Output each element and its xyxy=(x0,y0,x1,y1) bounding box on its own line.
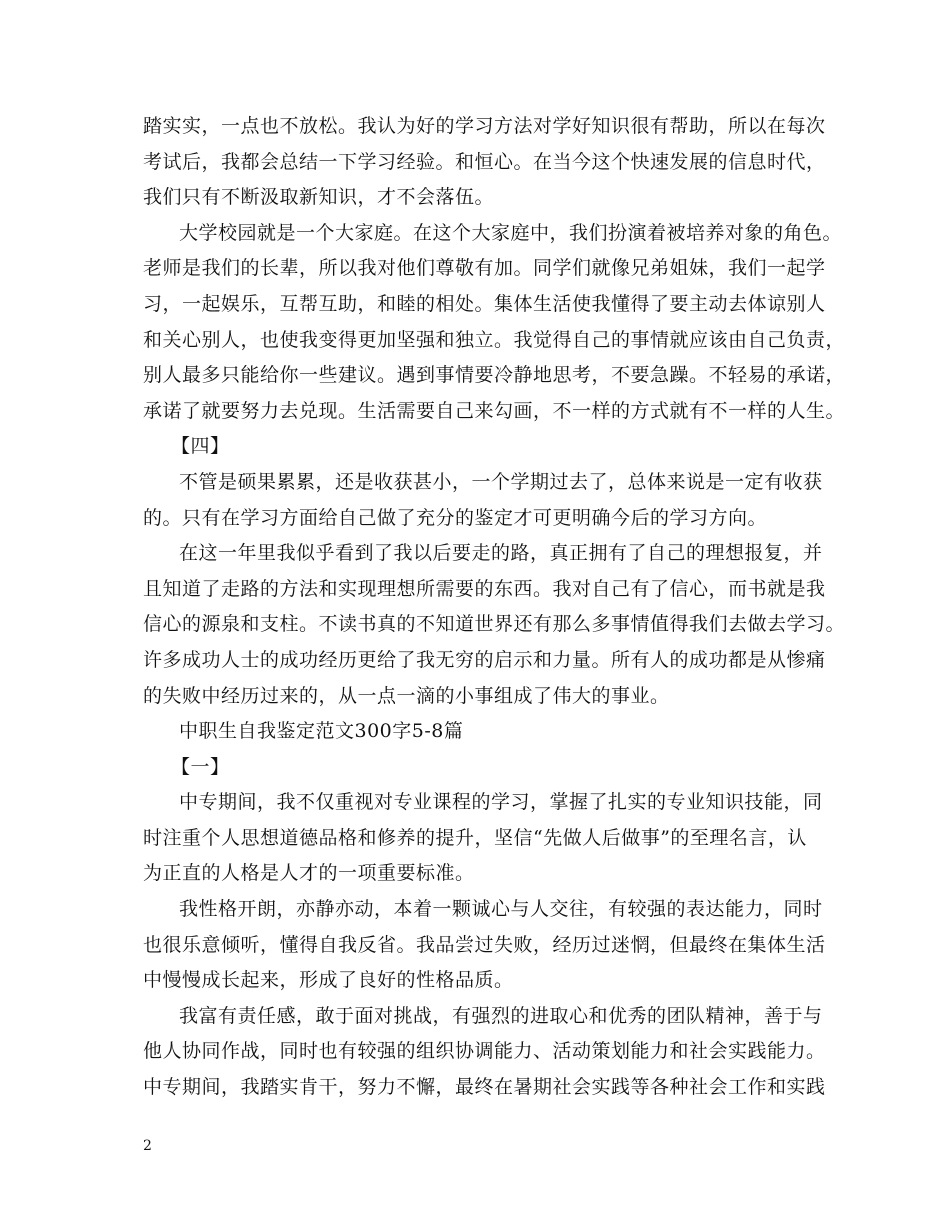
text-line-21: 时注重个人思想道德品格和修养的提升，坚信“先做人后做事”的至理名言，认 xyxy=(143,826,807,849)
text-line-15: 信心的源泉和支柱。不读书真的不知道世界还有那么多事情值得我们去做去学习。 xyxy=(143,613,846,636)
text-line-3: 我们只有不断汲取新知识，才不会落伍。 xyxy=(143,186,495,209)
text-line-11: 不管是硕果累累，还是收获甚小，一个学期过去了，总体来说是一定有收获 xyxy=(179,470,823,493)
text-line-4: 大学校园就是一个大家庭。在这个大家庭中，我们扮演着被培养对象的角色。 xyxy=(179,221,843,244)
text-line-9: 承诺了就要努力去兑现。生活需要自己来勾画，不一样的方式就有不一样的人生。 xyxy=(143,399,846,422)
text-line-14: 且知道了走路的方法和实现理想所需要的东西。我对自己有了信心，而书就是我 xyxy=(143,577,826,600)
text-line-25: 中慢慢成长起来，形成了良好的性格品质。 xyxy=(143,969,514,992)
text-line-8: 别人最多只能给你一些建议。遇到事情要冷静地思考，不要急躁。不轻易的承诺， xyxy=(143,364,846,387)
page-number: 2 xyxy=(143,1138,152,1154)
text-line-16: 许多成功人士的成功经历更给了我无穷的启示和力量。所有人的成功都是从惨痛 xyxy=(143,648,826,671)
text-line-20: 中专期间，我不仅重视对专业课程的学习，掌握了扎实的专业知识技能，同 xyxy=(179,791,823,814)
text-line-17: 的失败中经历过来的，从一点一滴的小事组成了伟大的事业。 xyxy=(143,684,670,707)
text-line-27: 他人协同作战，同时也有较强的组织协调能力、活动策划能力和社会实践能力。 xyxy=(143,1040,826,1063)
text-line-22: 为正直的人格是人才的一项重要标准。 xyxy=(143,862,475,885)
document-body xyxy=(143,109,846,1106)
text-line-5: 老师是我们的长辈，所以我对他们尊敬有加。同学们就像兄弟姐妹，我们一起学 xyxy=(143,257,826,280)
article-title: 中职生自我鉴定范文300字5-8篇 xyxy=(179,720,464,743)
text-line-28: 中专期间，我踏实肯干，努力不懈，最终在暑期社会实践等各种社会工作和实践 xyxy=(143,1076,826,1099)
text-line-24: 也很乐意倾听，懂得自我反省。我品尝过失败，经历过迷惘，但最终在集体生活 xyxy=(143,933,826,956)
section-heading-four: 【四】 xyxy=(171,435,230,458)
text-line-23: 我性格开朗，亦静亦动，本着一颗诚心与人交往，有较强的表达能力，同时 xyxy=(179,898,823,921)
text-line-2: 考试后，我都会总结一下学习经验。和恒心。在当今这个快速发展的信息时代， xyxy=(143,150,826,173)
text-line-26: 我富有责任感，敢于面对挑战，有强烈的进取心和优秀的团队精神，善于与 xyxy=(179,1004,823,1027)
text-line-12: 的。只有在学习方面给自己做了充分的鉴定才可更明确今后的学习方向。 xyxy=(143,506,768,529)
text-line-13: 在这一年里我似乎看到了我以后要走的路，真正拥有了自己的理想报复，并 xyxy=(179,542,823,565)
section-heading-one: 【一】 xyxy=(171,755,230,778)
text-line-1: 踏实实，一点也不放松。我认为好的学习方法对学好知识很有帮助，所以在每次 xyxy=(143,115,826,137)
text-line-6: 习，一起娱乐，互帮互助，和睦的相处。集体生活使我懂得了要主动去体谅别人 xyxy=(143,292,826,315)
text-line-7: 和关心别人，也使我变得更加坚强和独立。我觉得自己的事情就应该由自己负责， xyxy=(143,328,846,351)
